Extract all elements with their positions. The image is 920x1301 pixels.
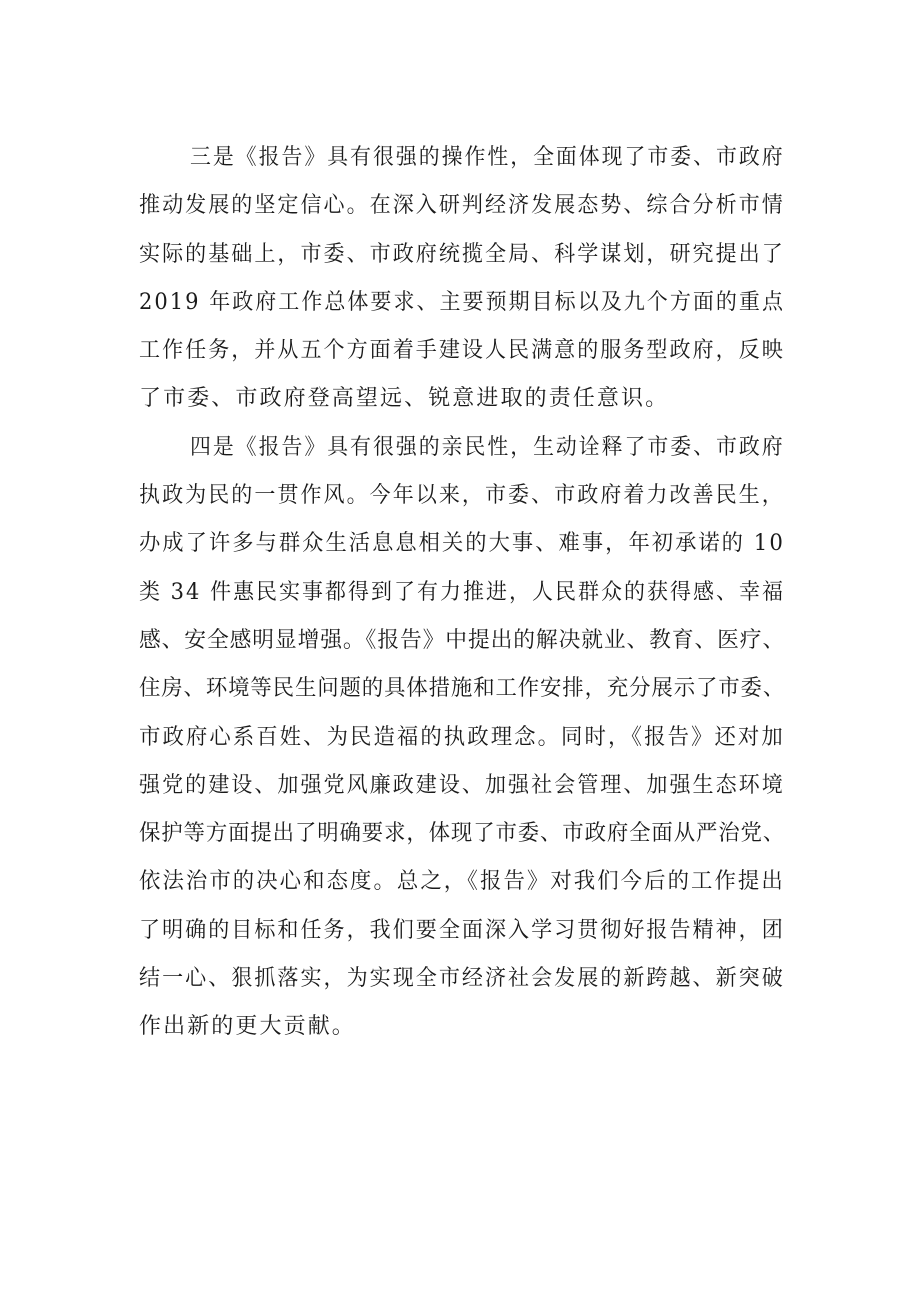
text-line: 市政府心系百姓、为民造福的执政理念。同时，《报告》还对加 bbox=[139, 724, 785, 750]
document-body bbox=[139, 134, 785, 1052]
text-line: 实际的基础上，市委、市政府统揽全局、科学谋划，研究提出了 bbox=[139, 241, 785, 267]
text-line: 推动发展的坚定信心。在深入研判经济发展态势、综合分析市情 bbox=[139, 193, 785, 219]
text-line: 了明确的目标和任务，我们要全面深入学习贯彻好报告精神，团 bbox=[139, 917, 785, 943]
paragraph-people-oriented bbox=[139, 424, 785, 1052]
text-line: 办成了许多与群众生活息息相关的大事、难事，年初承诺的 10 bbox=[139, 531, 785, 557]
text-line: 保护等方面提出了明确要求，体现了市委、市政府全面从严治党、 bbox=[139, 821, 786, 847]
text-line: 依法治市的决心和态度。总之，《报告》对我们今后的工作提出 bbox=[139, 869, 785, 895]
text-line: 2019 年政府工作总体要求、主要预期目标以及九个方面的重点 bbox=[139, 289, 785, 315]
text-line: 类 34 件惠民实事都得到了有力推进，人民群众的获得感、幸福 bbox=[139, 579, 785, 605]
text-line: 强党的建设、加强党风廉政建设、加强社会管理、加强生态环境 bbox=[139, 772, 785, 798]
text-line: 感、安全感明显增强。《报告》中提出的解决就业、教育、医疗、 bbox=[139, 627, 786, 653]
paragraph-operability bbox=[139, 134, 785, 424]
text-line: 工作任务，并从五个方面着手建设人民满意的服务型政府，反映 bbox=[139, 338, 785, 364]
text-line: 四是《报告》具有很强的亲民性，生动诠释了市委、市政府 bbox=[190, 434, 785, 460]
text-line: 执政为民的一贯作风。今年以来，市委、市政府着力改善民生， bbox=[139, 483, 785, 509]
text-line: 作出新的更大贡献。 bbox=[139, 1014, 356, 1040]
text-line: 三是《报告》具有很强的操作性，全面体现了市委、市政府 bbox=[190, 145, 785, 170]
text-line: 了市委、市政府登高望远、锐意进取的责任意识。 bbox=[139, 386, 670, 412]
text-line: 结一心、狠抓落实，为实现全市经济社会发展的新跨越、新突破 bbox=[139, 966, 785, 992]
text-line: 住房、环境等民生问题的具体措施和工作安排，充分展示了市委、 bbox=[139, 676, 786, 702]
